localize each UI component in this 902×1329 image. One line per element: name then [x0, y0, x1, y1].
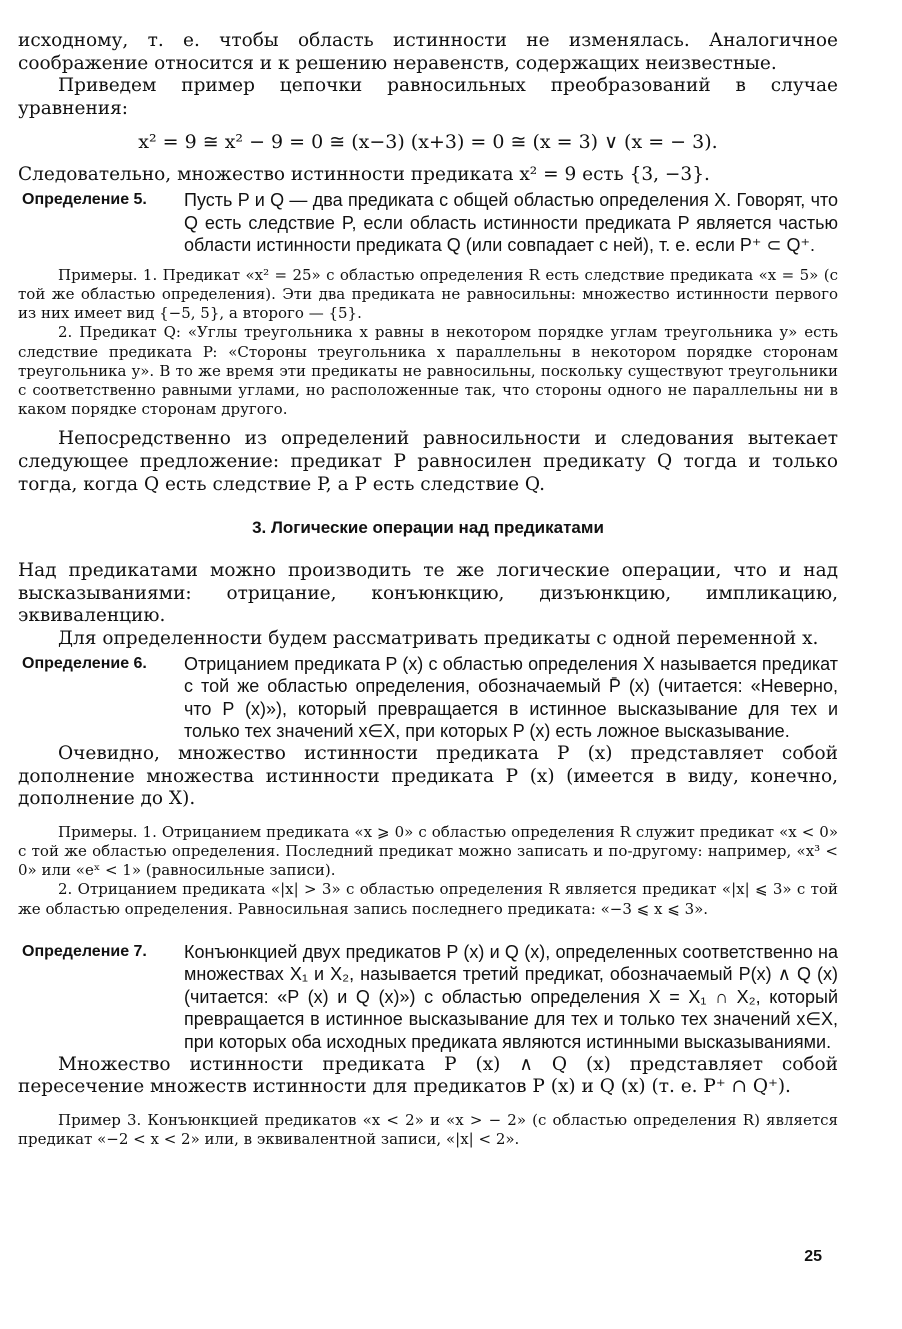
section-heading: 3. Логические операции над предикатами — [252, 518, 604, 538]
definition-5-label: Определение 5. — [22, 190, 147, 208]
examples-consequence-2: 2. Предикат Q: «Углы треугольника x равны в некотором порядке углам треугольника y» есть следствие предиката P: «Стороны треугольника x параллельны в некотором порядке сторонам треугольника y». В то же время эти предикаты не равносильны, поскольку существуют треугольники с соответственно равными углами, но расположенные так, что стороны одного не параллельны ни в каком порядке сторонам другого. — [18, 323, 838, 419]
equation-chain: x² = 9 ≅ x² − 9 = 0 ≅ (x−3) (x+3) = 0 ≅ (x = 3) ∨ (x = − 3). — [138, 131, 718, 154]
paragraph-equivalence-criterion: Непосредственно из определений равносильности и следования вытекает следующее предложение: предикат P равносилен предикату Q тогда и только тогда, когда Q есть следствие P, а P есть следствие Q. — [18, 428, 838, 495]
paragraph-truth-set: Следовательно, множество истинности предиката x² = 9 есть {3, −3}. — [18, 164, 710, 186]
paragraph-one-variable: Для определенности будем рассматривать предикаты с одной переменной x. — [58, 627, 819, 649]
definition-7 — [18, 941, 838, 1054]
examples-consequence-1: Примеры. 1. Предикат «x² = 25» с областью определения R есть следствие предиката «x = 5» (с той же областью определения). Эти два предиката не равносильны: множество истинности первого из них имеет вид {−5, 5}, а второго — {5}. — [18, 265, 838, 323]
paragraph-operations: Над предикатами можно производить те же логические операции, что и над высказываниями: отрицание, конъюнкцию, дизъюнкцию, импликацию, эквиваленцию. — [18, 560, 838, 627]
definition-6 — [18, 653, 838, 743]
definition-7-label: Определение 7. — [22, 942, 147, 960]
page-number: 25 — [804, 1248, 822, 1265]
examples-negation-2: 2. Отрицанием предиката «|x| > 3» с областью определения R является предикат «|x| ⩽ 3» с той же областью определения. Равносильная запись последнего предиката: «−3 ⩽ x ⩽ 3». — [18, 880, 838, 918]
paragraph-example-intro: Приведем пример цепочки равносильных преобразований в случае уравнения: — [18, 75, 838, 119]
definition-6-label: Определение 6. — [22, 654, 147, 672]
paragraph-complement: Очевидно, множество истинности предиката P (x) представляет собой дополнение множества истинности предиката P (x) (имеется в виду, конечно, дополнение до X). — [18, 742, 838, 810]
definition-6-text: Отрицанием предиката P (x) с областью определения X называется предикат с той же областью определения, обозначаемый P̄ (x) (читается: «Неверно, что P (x)»), который превращается в истинное высказывание для тех и только тех значений x∈X, при которых P (x) есть ложное высказывание. — [184, 653, 838, 742]
paragraph-continuation: исходному, т. е. чтобы область истинности не изменялась. Аналогичное соображение относится и к решению неравенств, содержащих неизвестные. — [18, 30, 838, 74]
examples-negation-1: Примеры. 1. Отрицанием предиката «x ⩾ 0» с областью определения R служит предикат «x < 0» с той же областью определения. Последний предикат можно записать и по-другому: например, «x³ < 0» или «eˣ < 1» (равносильные записи). — [18, 822, 838, 880]
paragraph-intersection: Множество истинности предиката P (x) ∧ Q (x) представляет собой пересечение множеств истинности для предикатов P (x) и Q (x) (т. е. P⁺ ∩ Q⁺). — [18, 1053, 838, 1098]
definition-7-text: Конъюнкцией двух предикатов P (x) и Q (x), определенных соответственно на множествах X₁ и X₂, называется третий предикат, обозначаемый P(x) ∧ Q (x) (читается: «P (x) и Q (x)») с областью определения X = X₁ ∩ X₂, который превращается в истинное высказывание для тех и только тех значений x∈X, при которых оба исходных предиката являются истинными высказываниями. — [184, 941, 838, 1053]
definition-5 — [18, 189, 838, 257]
definition-5-text: Пусть P и Q — два предиката с общей областью определения X. Говорят, что Q есть следствие P, если область истинности предиката P является частью области истинности предиката Q (или совпадает с ней), т. е. если P⁺ ⊂ Q⁺. — [184, 189, 838, 256]
example-conjunction: Пример 3. Конъюнкцией предикатов «x < 2» и «x > − 2» (с областью определения R) является предикат «−2 < x < 2» или, в эквивалентной записи, «|x| < 2». — [18, 1110, 838, 1149]
